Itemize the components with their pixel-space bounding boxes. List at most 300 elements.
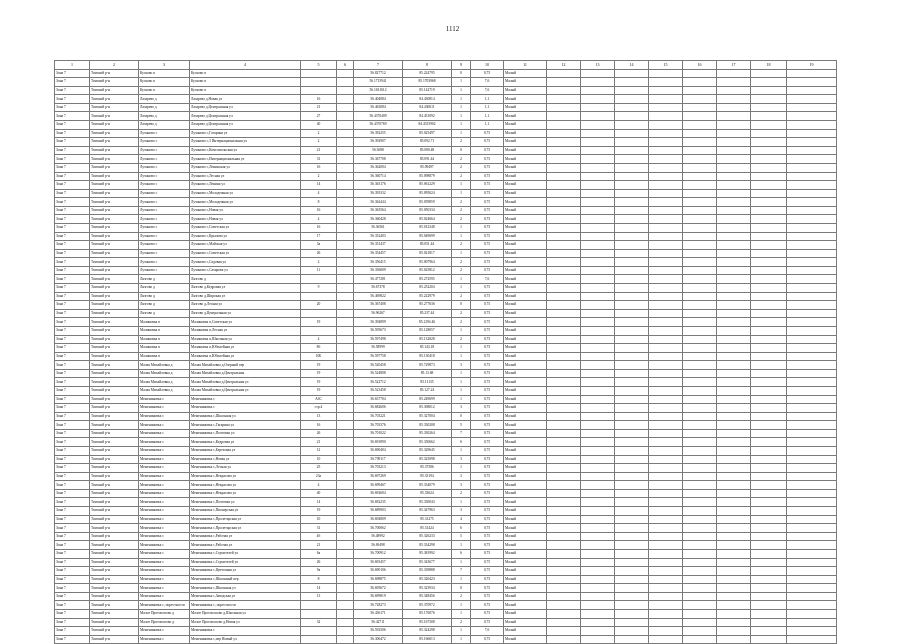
table-cell: [649, 447, 683, 456]
table-cell: [683, 532, 717, 541]
table-cell: [717, 163, 751, 172]
table-cell: [337, 103, 354, 112]
table-cell: Зона 7: [55, 206, 90, 215]
table-cell: [683, 575, 717, 584]
table-cell: [547, 284, 581, 293]
table-cell: 1: [452, 232, 471, 241]
table-cell: Зона 7: [55, 138, 90, 147]
table-cell: Томский р-н: [90, 326, 139, 335]
table-cell: 56.703376: [354, 421, 403, 430]
table-cell: Малый: [504, 86, 547, 95]
table-cell: [751, 163, 787, 172]
table-cell: [751, 515, 787, 524]
table-cell: [683, 549, 717, 558]
table-row: [55, 206, 837, 215]
table-cell: [683, 121, 717, 130]
table-cell: 56.362004: [354, 163, 403, 172]
table-cell: [683, 361, 717, 370]
table-cell: [581, 266, 615, 275]
table-cell: Межениновка с, окрестности: [190, 601, 301, 610]
table-cell: Малый: [504, 567, 547, 576]
table-cell: [787, 155, 837, 164]
table-cell: Томский р-н: [90, 386, 139, 395]
table-cell: 31: [301, 155, 337, 164]
table-cell: Зона 7: [55, 344, 90, 353]
table-cell: Томский р-н: [90, 292, 139, 301]
table-cell: [751, 584, 787, 593]
table-cell: [615, 447, 649, 456]
table-cell: Межениновка с: [190, 404, 301, 413]
table-cell: 85.132828: [403, 335, 452, 344]
table-cell: Малый: [504, 498, 547, 507]
table-cell: [787, 515, 837, 524]
table-cell: 26: [301, 558, 337, 567]
table-cell: [683, 301, 717, 310]
table-row: [55, 592, 837, 601]
table-cell: 56.36561: [354, 223, 403, 232]
table-cell: [751, 344, 787, 353]
table-cell: стр.4: [301, 404, 337, 413]
table-cell: Межениновка с,Школьный пер: [190, 575, 301, 584]
table-cell: 2: [452, 258, 471, 267]
table-cell: 4: [301, 215, 337, 224]
table-cell: Томский р-н: [90, 249, 139, 258]
table-cell: [649, 146, 683, 155]
table-cell: 26: [301, 429, 337, 438]
table-cell: 85.11135: [403, 378, 452, 387]
table-row: [55, 163, 837, 172]
table-cell: 85.330662: [403, 438, 452, 447]
table-cell: [615, 549, 649, 558]
table-cell: 1: [452, 541, 471, 550]
table-cell: [581, 112, 615, 121]
table-cell: Межениновка с: [139, 481, 190, 490]
table-cell: [751, 412, 787, 421]
table-cell: 56.356415: [354, 258, 403, 267]
table-cell: [649, 584, 683, 593]
table-cell: [547, 138, 581, 147]
table-cell: 56.689903: [354, 507, 403, 516]
table-cell: Межениновка с: [139, 404, 190, 413]
table-cell: 27: [301, 112, 337, 121]
table-row: [55, 361, 837, 370]
table-cell: 1: [452, 103, 471, 112]
table-cell: Малый: [504, 592, 547, 601]
table-cell: 85.166013: [403, 635, 452, 644]
table-cell: [581, 121, 615, 130]
table-cell: 0,75: [471, 610, 504, 619]
table-cell: Томский р-н: [90, 232, 139, 241]
table-cell: 0,75: [471, 344, 504, 353]
table-row: [55, 258, 837, 267]
table-cell: [787, 567, 837, 576]
table-cell: [615, 404, 649, 413]
table-cell: Томский р-н: [90, 541, 139, 550]
table-row: [55, 69, 837, 78]
table-cell: [547, 404, 581, 413]
table-cell: [787, 395, 837, 404]
table-cell: [683, 344, 717, 353]
table-cell: [337, 138, 354, 147]
table-cell: 56.367408: [354, 301, 403, 310]
table-cell: [547, 481, 581, 490]
column-header: 15: [649, 61, 683, 70]
table-cell: 1: [452, 129, 471, 138]
data-table: [54, 60, 837, 644]
table-cell: [717, 386, 751, 395]
table-cell: [649, 489, 683, 498]
table-cell: Малая Михайловка д,Центральная: [190, 369, 301, 378]
table-cell: [683, 352, 717, 361]
table-cell: [649, 326, 683, 335]
table-cell: [337, 549, 354, 558]
table-cell: [751, 181, 787, 190]
table-cell: [751, 489, 787, 498]
table-cell: Томский р-н: [90, 549, 139, 558]
table-cell: 5: [452, 421, 471, 430]
table-row: [55, 627, 837, 636]
table-cell: [337, 318, 354, 327]
table-cell: Межениновка с: [139, 567, 190, 576]
table-cell: 56.703213: [354, 464, 403, 473]
table-cell: [683, 464, 717, 473]
table-cell: Малый: [504, 198, 547, 207]
column-header: 2: [90, 61, 139, 70]
table-cell: [649, 352, 683, 361]
table-cell: Лазарево д,Центральная ул: [190, 121, 301, 130]
table-cell: 56.360428: [354, 215, 403, 224]
table-cell: 10Б: [301, 352, 337, 361]
table-cell: 56.1715941: [354, 78, 403, 87]
table-cell: Зона 7: [55, 532, 90, 541]
table-cell: [337, 232, 354, 241]
table-cell: [615, 318, 649, 327]
table-cell: [717, 558, 751, 567]
table-row: [55, 584, 837, 593]
table-cell: 0,75: [471, 635, 504, 644]
table-cell: 85.095024: [403, 189, 452, 198]
table-cell: [683, 189, 717, 198]
table-cell: [751, 507, 787, 516]
table-cell: Малое Протопопово д: [139, 610, 190, 619]
column-header: 9: [452, 61, 471, 70]
table-cell: Зона 7: [55, 429, 90, 438]
table-cell: [547, 232, 581, 241]
table-cell: Малое Протопопово д: [139, 618, 190, 627]
table-cell: 1,1: [471, 112, 504, 121]
table-cell: 85.021817: [403, 249, 452, 258]
table-cell: Томский р-н: [90, 524, 139, 533]
table-cell: Межениновка с,Рабочая ул: [190, 532, 301, 541]
table-cell: Малый: [504, 635, 547, 644]
table-cell: [683, 421, 717, 430]
table-cell: Лазарево д,Новая ул: [190, 95, 301, 104]
table-cell: 4: [301, 189, 337, 198]
table-cell: [337, 352, 354, 361]
table-cell: [717, 567, 751, 576]
table-cell: [337, 344, 354, 353]
table-cell: [581, 481, 615, 490]
table-cell: Зона 7: [55, 395, 90, 404]
table-cell: [581, 129, 615, 138]
table-cell: Томский р-н: [90, 464, 139, 473]
table-cell: Зона 7: [55, 455, 90, 464]
table-cell: 56.690106: [354, 567, 403, 576]
table-cell: [615, 481, 649, 490]
table-row: [55, 464, 837, 473]
table-cell: [581, 558, 615, 567]
table-cell: [683, 558, 717, 567]
table-cell: Томский р-н: [90, 163, 139, 172]
table-row: [55, 215, 837, 224]
table-cell: [683, 266, 717, 275]
table-cell: [717, 584, 751, 593]
table-cell: Зона 7: [55, 103, 90, 112]
table-cell: [615, 610, 649, 619]
table-cell: Зона 7: [55, 498, 90, 507]
table-cell: [751, 309, 787, 318]
table-cell: [337, 481, 354, 490]
table-cell: Малиновка п,Юбилейная ул: [190, 352, 301, 361]
table-cell: 2: [452, 618, 471, 627]
table-cell: 0,75: [471, 378, 504, 387]
table-cell: [787, 163, 837, 172]
table-cell: Лучаново с,Ленинская ул: [190, 163, 301, 172]
table-cell: 56.3698: [354, 146, 403, 155]
table-cell: [717, 438, 751, 447]
table-cell: 0,75: [471, 386, 504, 395]
table-cell: 7,6: [471, 275, 504, 284]
table-cell: [649, 181, 683, 190]
table-cell: [301, 78, 337, 87]
table-cell: [717, 352, 751, 361]
table-row: [55, 447, 837, 456]
table-cell: 1: [452, 369, 471, 378]
table-cell: [751, 172, 787, 181]
table-cell: Малая Михайловка д: [139, 361, 190, 370]
table-cell: Томский р-н: [90, 601, 139, 610]
table-cell: [615, 155, 649, 164]
table-cell: [649, 412, 683, 421]
table-row: [55, 301, 837, 310]
table-cell: Томский р-н: [90, 95, 139, 104]
table-cell: 2: [452, 592, 471, 601]
table-cell: [683, 610, 717, 619]
table-cell: 85.381992: [403, 549, 452, 558]
table-cell: 2: [301, 138, 337, 147]
table-cell: 40: [301, 121, 337, 130]
table-cell: [649, 344, 683, 353]
table-cell: 85.330264: [403, 429, 452, 438]
table-cell: Межениновка с,Пролетарская ул: [190, 524, 301, 533]
table-cell: Лучаново с,Комсомольская ул: [190, 146, 301, 155]
table-cell: [337, 258, 354, 267]
table-cell: 21: [301, 541, 337, 550]
table-row: [55, 223, 837, 232]
table-cell: 0,75: [471, 404, 504, 413]
table-cell: [717, 515, 751, 524]
table-cell: [751, 558, 787, 567]
table-cell: [547, 575, 581, 584]
table-cell: 56.404084: [354, 95, 403, 104]
table-cell: [787, 455, 837, 464]
table-cell: [683, 447, 717, 456]
table-cell: 0,75: [471, 266, 504, 275]
table-cell: 14: [301, 498, 337, 507]
table-cell: 1,1: [471, 95, 504, 104]
table-cell: [581, 507, 615, 516]
table-cell: Томский р-н: [90, 498, 139, 507]
table-cell: [649, 103, 683, 112]
table-cell: Лучаново с: [139, 258, 190, 267]
table-cell: [649, 455, 683, 464]
table-cell: 0,75: [471, 429, 504, 438]
table-cell: [581, 335, 615, 344]
table-cell: 1: [452, 447, 471, 456]
table-cell: 56.1631612: [354, 86, 403, 95]
table-cell: Межениновка с: [139, 455, 190, 464]
table-cell: 3: [452, 361, 471, 370]
table-cell: [615, 258, 649, 267]
table-cell: Лязгово д: [139, 309, 190, 318]
table-cell: [683, 181, 717, 190]
table-cell: [547, 567, 581, 576]
table-cell: Малый: [504, 378, 547, 387]
table-cell: [547, 146, 581, 155]
table-cell: Томский р-н: [90, 352, 139, 361]
table-cell: 4б: [301, 532, 337, 541]
table-cell: [717, 541, 751, 550]
table-cell: [717, 412, 751, 421]
table-cell: [615, 352, 649, 361]
table-cell: Малый: [504, 284, 547, 293]
table-cell: Малый: [504, 146, 547, 155]
table-cell: 85.320423: [403, 575, 452, 584]
table-cell: 85.007964: [403, 258, 452, 267]
table-cell: [615, 378, 649, 387]
table-cell: Зона 7: [55, 558, 90, 567]
table-cell: Томский р-н: [90, 172, 139, 181]
table-cell: 56.693457: [354, 558, 403, 567]
table-cell: [751, 95, 787, 104]
table-cell: Межениновка с,Школьная ул: [190, 412, 301, 421]
table-cell: [547, 172, 581, 181]
table-cell: [787, 95, 837, 104]
table-cell: Зона 7: [55, 146, 90, 155]
table-cell: 56.597498: [354, 335, 403, 344]
table-cell: [787, 481, 837, 490]
table-cell: [649, 215, 683, 224]
table-cell: 0,75: [471, 567, 504, 576]
table-cell: Лазарево д: [139, 95, 190, 104]
table-cell: Малый: [504, 352, 547, 361]
table-cell: [751, 575, 787, 584]
table-cell: Малый: [504, 335, 547, 344]
table-cell: [717, 472, 751, 481]
table-cell: [581, 567, 615, 576]
table-cell: [751, 447, 787, 456]
table-cell: [649, 284, 683, 293]
table-cell: Межениновка с: [139, 447, 190, 456]
table-cell: Межениновка с,Березовая ул: [190, 447, 301, 456]
table-cell: Малый: [504, 78, 547, 87]
table-cell: Межениновка с: [139, 507, 190, 516]
table-cell: Малый: [504, 429, 547, 438]
table-cell: [787, 627, 837, 636]
table-cell: [787, 601, 837, 610]
table-cell: [649, 301, 683, 310]
table-cell: 0,75: [471, 223, 504, 232]
table-cell: Томский р-н: [90, 481, 139, 490]
table-cell: [649, 95, 683, 104]
table-cell: 0: [452, 69, 471, 78]
table-cell: [649, 421, 683, 430]
table-cell: [615, 524, 649, 533]
table-cell: Лучаново с,Сахарова ул: [190, 266, 301, 275]
table-cell: Малый: [504, 447, 547, 456]
table-cell: Малый: [504, 318, 547, 327]
table-cell: Межениновка с: [139, 549, 190, 558]
table-cell: [717, 198, 751, 207]
table-cell: Зона 7: [55, 301, 90, 310]
table-row: [55, 103, 837, 112]
table-cell: 0,75: [471, 292, 504, 301]
table-cell: 85.329645: [403, 447, 452, 456]
table-cell: 56.692235: [354, 498, 403, 507]
table-cell: [547, 95, 581, 104]
table-cell: [717, 249, 751, 258]
table-cell: Зона 7: [55, 292, 90, 301]
table-cell: [751, 361, 787, 370]
table-cell: [547, 438, 581, 447]
table-cell: 85.324298: [403, 627, 452, 636]
table-cell: 0,75: [471, 352, 504, 361]
table-cell: [649, 318, 683, 327]
table-cell: Томский р-н: [90, 103, 139, 112]
table-cell: [581, 352, 615, 361]
table-cell: [337, 301, 354, 310]
table-cell: Лучаново с,Интернациональная ул: [190, 155, 301, 164]
table-cell: 56.436171: [354, 610, 403, 619]
table-cell: [751, 206, 787, 215]
table-cell: 25: [301, 464, 337, 473]
table-cell: [547, 78, 581, 87]
table-cell: Лучаново с: [139, 223, 190, 232]
table-cell: Малый: [504, 524, 547, 533]
table-cell: [649, 232, 683, 241]
table-cell: [717, 326, 751, 335]
table-cell: Зона 7: [55, 309, 90, 318]
table-cell: [581, 163, 615, 172]
table-cell: Кусково п: [190, 78, 301, 87]
table-cell: [337, 275, 354, 284]
table-cell: Межениновка с: [139, 635, 190, 644]
table-cell: [547, 549, 581, 558]
table-cell: [547, 378, 581, 387]
table-cell: Лучаново с: [139, 215, 190, 224]
table-cell: Малый: [504, 481, 547, 490]
table-cell: [717, 378, 751, 387]
table-cell: [547, 129, 581, 138]
table-cell: Зона 7: [55, 112, 90, 121]
table-cell: Зона 7: [55, 627, 90, 636]
table-cell: 56.700912: [354, 549, 403, 558]
table-cell: 2: [452, 215, 471, 224]
table-cell: Зона 7: [55, 524, 90, 533]
table-cell: Межениновка с,Цветочная ул: [190, 567, 301, 576]
table-row: [55, 198, 837, 207]
table-cell: 56.701022: [354, 429, 403, 438]
